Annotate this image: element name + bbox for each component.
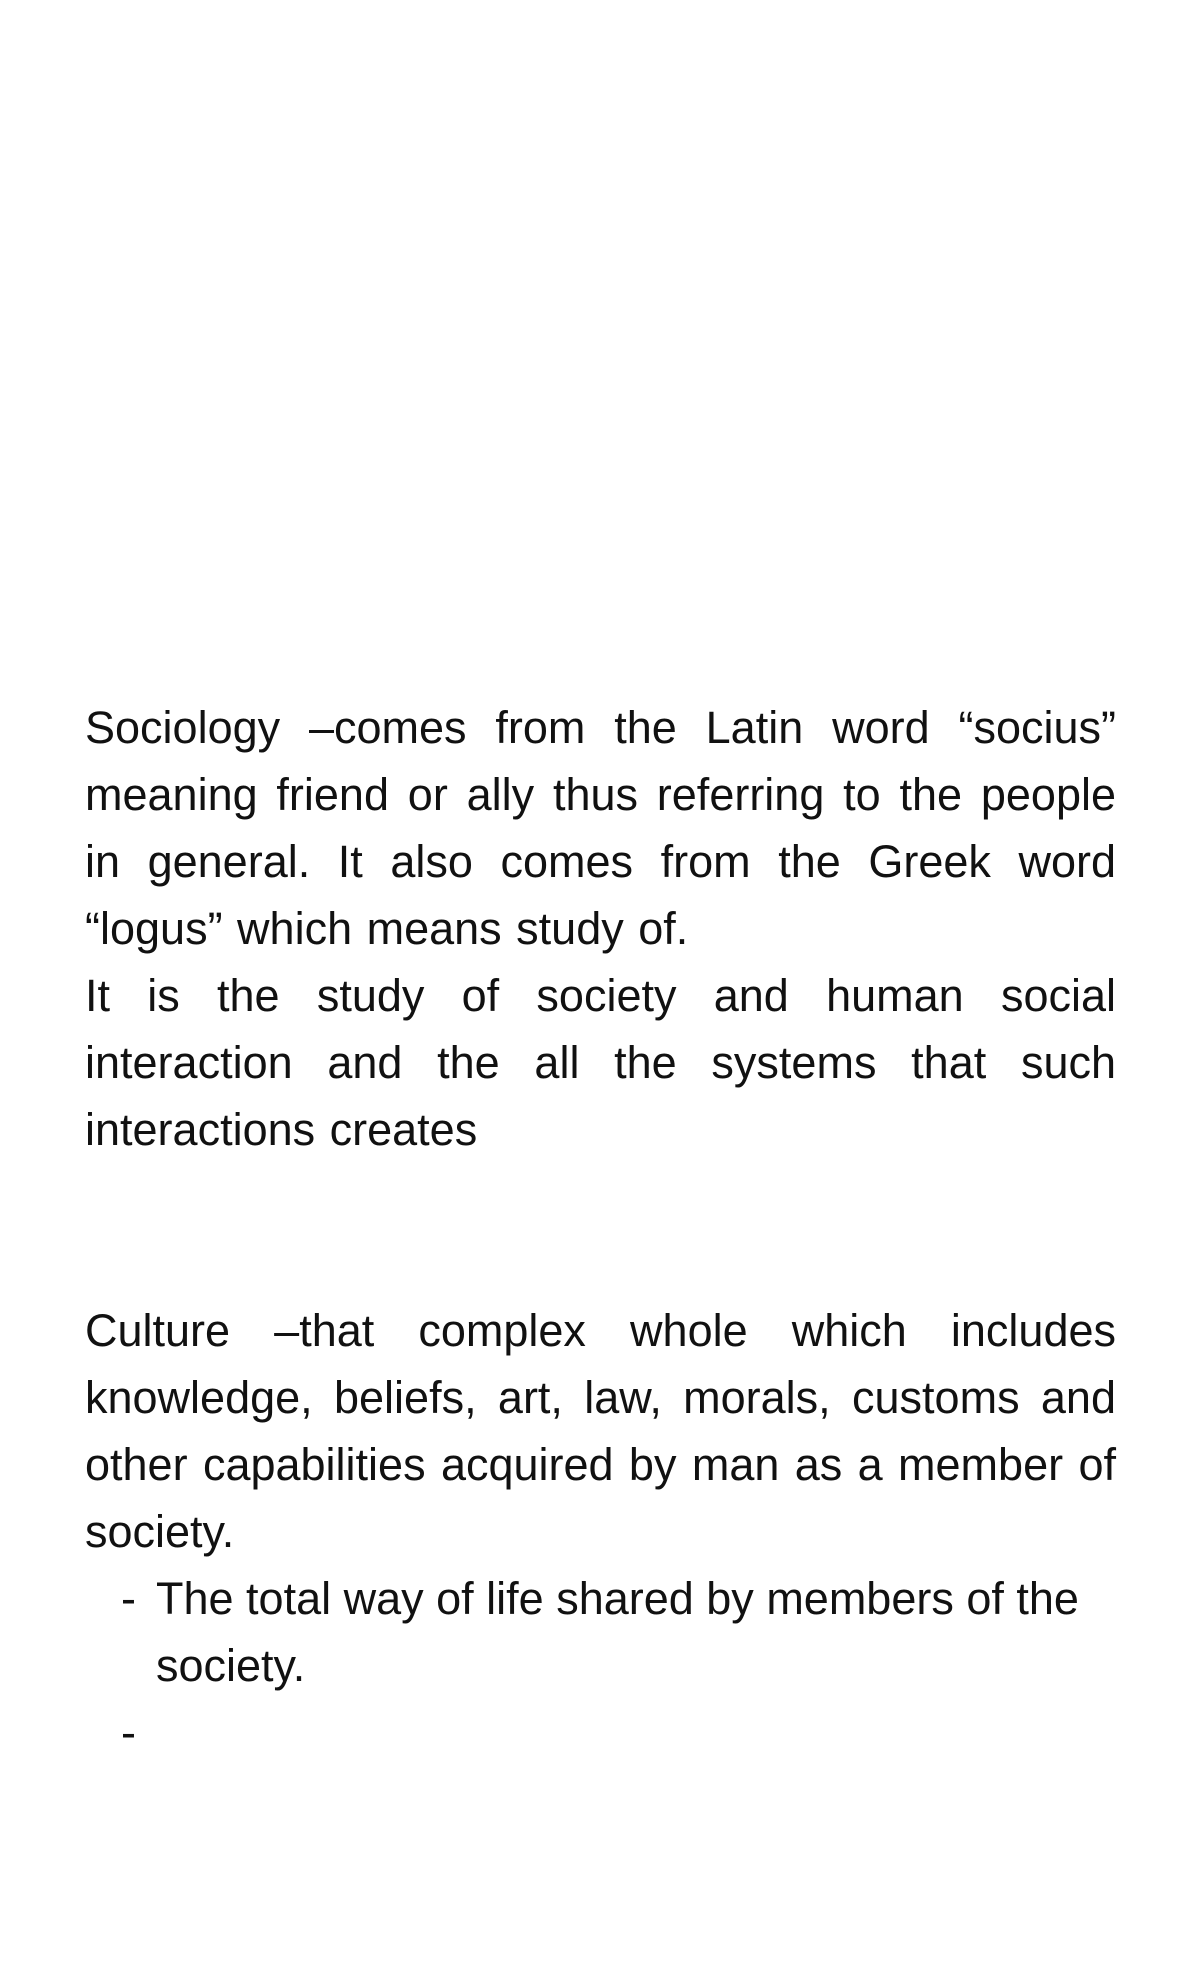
sociology-definition: Sociology –comes from the Latin word “socius” meaning friend or ally thus referring to the people in general. It also comes from the Greek word “logus” which means study of.: [85, 702, 1116, 954]
document-body: [85, 694, 1116, 1766]
culture-bullet-item: [85, 1699, 1116, 1766]
culture-bullet-text: The total way of life shared by members of the society.: [156, 1573, 1079, 1691]
section-gap: [85, 1163, 1116, 1297]
dash-bullet-icon: -: [121, 1707, 136, 1758]
culture-definition: Culture –that complex whole which includes knowledge, beliefs, art, law, morals, customs and other capabilities acquired by man as a member of society.: [85, 1305, 1116, 1557]
culture-bullet-list: [85, 1565, 1116, 1766]
sociology-description: It is the study of society and human social interaction and the all the systems that such interactions creates: [85, 970, 1116, 1155]
dash-bullet-icon: -: [121, 1573, 136, 1624]
culture-bullet-item: [85, 1565, 1116, 1699]
